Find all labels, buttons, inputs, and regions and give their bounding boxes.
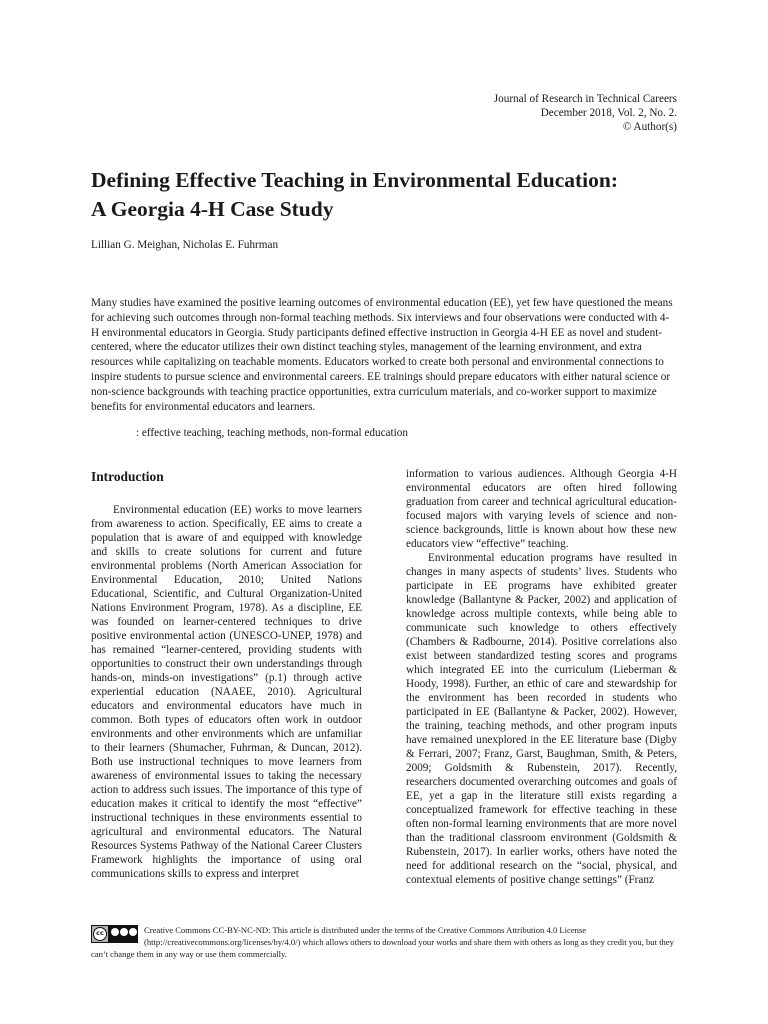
left-column bbox=[91, 468, 362, 882]
paper-title bbox=[91, 166, 691, 224]
journal-copyright: © Author(s) bbox=[622, 121, 677, 134]
cc-badge-bar bbox=[108, 926, 137, 942]
body-paragraph: Environmental education programs have resulted in changes in many aspects of students’ lives. Students who participate in EE programs have exhibited greater knowledge (Ballantyne & Packer, 2002) and application of knowledge across multiple contexts, while being able to communicate such knowledge to others effectively (Chambers & Radbourne, 2014). Positive correlations also exist between standardized testing scores and programs which integrated EE into the curriculum (Lieberman & Hoody, 1998). Further, an ethic of care and stewardship for the environment has been recorded in students who participated in EE (Ballantyne & Packer, 2002). However, the training, teaching methods, and other program inputs have remained unexplored in the EE literature base (Digby & Ferrari, 2007; Franz, Garst, Baughman, Smith, & Peters, 2009; Goldsmith & Rubenstein, 2017). Recently, researchers documented overarching outcomes and goals of EE, yet a gap in the literature still exists regarding a conceptualized framework for effective teaching in these often non-formal learning environments that are more novel than the traditional classroom environment (Goldsmith & Rubenstein, 2017). In earlier works, others have noted the need for additional research on the “social, physical, and contextual elements of positive change settings” (Franz bbox=[406, 551, 677, 886]
abstract: Many studies have examined the positive learning outcomes of environmental education (EE), yet few have questioned the means for achieving such outcomes through non-formal teaching methods. Six interviews and four observations were conducted with 4-H environmental educators in Georgia. Study participants defined effective instruction in Georgia 4-H EE as novel and student-centered, where the educator utilizes their own distinct teaching styles, management of the learning environment, and extra resources while capitalizing on teachable moments. Educators worked to create both personal and environmental connections to inspire students to pursue science and environmental careers. EE trainings should prepare educators with either natural science or non-science backgrounds with teaching practice opportunities, extra curriculum materials, and co-worker support to maximize benefits for environmental educators and learners. bbox=[91, 297, 673, 413]
section-heading-introduction: Introduction bbox=[91, 469, 164, 484]
journal-name: Journal of Research in Technical Careers bbox=[493, 93, 677, 105]
body-paragraph: Environmental education (EE) works to move learners from awareness to action. Specifically, EE aims to create a population that is aware of and equipped with knowledge and skills to create solutions for current and future environmental problems (North American Association for Environmental Education, 2010; United Nations Educational, Scientific, and Cultural Organization-United Nations Environment Program, 1978). As a discipline, EE was founded on learner-centered techniques to drive positive environmental action (UNESCO-UNEP, 1978) and has remained “learner-centered, providing students with opportunities to construct their own understandings through hands-on, minds-on investigations” (p.1) through active experiential education (NAAEE, 2010). Agricultural educators and environmental educators have much in common. Both types of educators often work in outdoor environments and other environments which are unfamiliar to their learners (Shumacher, Fuhrman, & Duncan, 2012). Both use instructional techniques to move learners from awareness of environmental issues to taking the necessary action to address such issues. The importance of this type of education makes it critical to identify the most “effective” instructional techniques in these environments essential to agricultural and environmental educators. The Natural Resources Systems Pathway of the National Career Clusters Framework highlights the importance of using oral communications skills to express and interpret bbox=[91, 504, 362, 880]
noderivatives-icon bbox=[129, 928, 137, 936]
author-list: Lillian G. Meighan, Nicholas E. Fuhrman bbox=[91, 239, 279, 251]
keywords: : effective teaching, teaching methods, non-formal education bbox=[136, 427, 408, 439]
right-column bbox=[406, 468, 677, 888]
creative-commons-badge-icon bbox=[91, 925, 138, 943]
paper-title-line-1: Defining Effective Teaching in Environmental Education: bbox=[91, 168, 618, 192]
journal-issue: December 2018, Vol. 2, No. 2. bbox=[540, 107, 677, 120]
license-text: Creative Commons CC-BY-NC-ND: This article is distributed under the terms of the Creative Commons Attribution 4.0 License (http://creativecommons.org/licenses/by/4.0/) which allows others to download your works and share them with others as long as they credit you, but they can’t change them in any way or use them commercially. bbox=[91, 925, 674, 959]
body-paragraph: information to various audiences. Although Georgia 4-H environmental educators are often hired following graduation from career and technical agricultural education-focused majors with varying levels of science and non-science backgrounds, little is known about how these new educators view “effective” teaching. bbox=[406, 468, 677, 550]
license-footer bbox=[91, 924, 677, 960]
paper-title-line-2: A Georgia 4-H Case Study bbox=[91, 197, 334, 221]
noncommercial-icon bbox=[120, 928, 128, 936]
attribution-icon bbox=[111, 928, 119, 936]
journal-header bbox=[494, 92, 677, 135]
cc-circle: cc bbox=[93, 927, 107, 941]
